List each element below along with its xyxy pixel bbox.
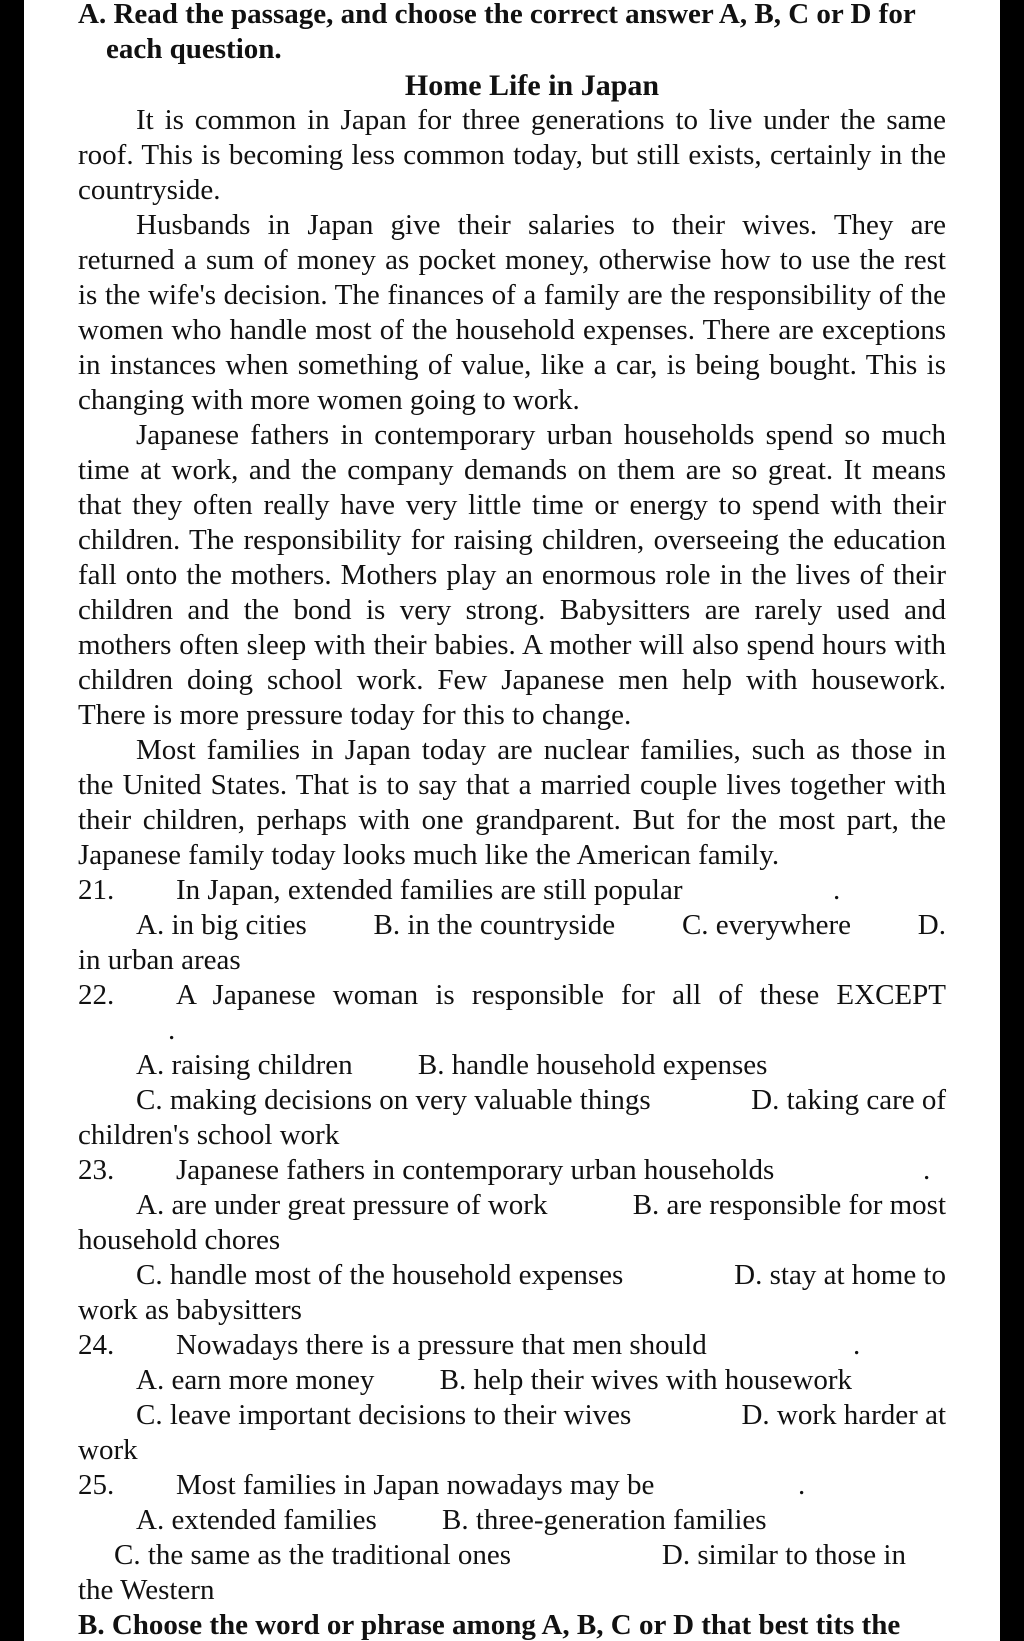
option-a: A. are under great pressure of work [136, 1189, 548, 1221]
option-a: A. earn more money [136, 1364, 375, 1396]
option-a: A. extended families [136, 1504, 377, 1536]
question-23-option-b-wrap: household chores [78, 1224, 281, 1256]
question-24-option-d-wrap: work [78, 1434, 138, 1466]
question-number: 22. [78, 979, 115, 1011]
blank-dot: . [798, 1469, 806, 1501]
question-number: 25. [78, 1469, 115, 1501]
option-c: C. handle most of the household expenses [136, 1259, 624, 1291]
option-d: D. taking care of [751, 1084, 946, 1116]
option-b: B. in the countryside [373, 909, 616, 941]
question-23-option-d-wrap: work as babysitters [78, 1294, 302, 1326]
question-25-options-row2 [78, 1538, 946, 1573]
question-25-option-d-wrap: the Western [78, 1574, 215, 1606]
question-text: In Japan, extended families are still popular [176, 874, 683, 906]
section-a-instruction-line1: A. Read the passage, and choose the correct answer A, B, C or D for [78, 0, 916, 30]
option-d: D. work harder at [741, 1399, 946, 1431]
question-text: A Japanese woman is responsible for all of these EXCEPT [176, 979, 946, 1011]
option-d: D. stay at home to [734, 1259, 946, 1291]
question-23-stem [78, 1153, 946, 1188]
question-22-options-row1 [78, 1048, 946, 1083]
passage-paragraph-4: Most families in Japan today are nuclear families, such as those in the United States. That is to say that a married couple lives together with their children, perhaps with one grandparent. But for the most part, the Japanese family today looks much like the American family. [78, 734, 946, 871]
option-b: B. three-generation families [442, 1504, 767, 1536]
option-b: B. handle household expenses [417, 1049, 768, 1081]
option-b: B. are responsible for most [632, 1189, 946, 1221]
right-black-border [1000, 0, 1024, 1641]
question-text: Japanese fathers in contemporary urban households [176, 1154, 775, 1186]
question-text: Most families in Japan nowadays may be [176, 1469, 655, 1501]
question-22-option-d-wrap: children's school work [78, 1119, 340, 1151]
question-25-stem [78, 1468, 946, 1503]
option-c: C. everywhere [681, 909, 852, 941]
question-number: 21. [78, 874, 115, 906]
option-c: C. making decisions on very valuable things [136, 1084, 651, 1116]
blank-dot: . [833, 874, 841, 906]
question-23-options-row2 [78, 1258, 946, 1293]
question-24-stem [78, 1328, 946, 1363]
option-c: C. the same as the traditional ones [114, 1539, 512, 1571]
section-a-instruction [78, 0, 946, 67]
blank-dot: . [923, 1154, 931, 1186]
passage-paragraph-1: It is common in Japan for three generations to live under the same roof. This is becoming less common today, but still exists, certainly in the countryside. [78, 104, 946, 206]
question-22-options-row2 [78, 1083, 946, 1118]
option-d: D. similar to those in [661, 1539, 906, 1571]
question-21-options [78, 908, 946, 943]
question-number: 24. [78, 1329, 115, 1361]
option-a: A. raising children [136, 1049, 353, 1081]
option-d: D. [917, 909, 946, 941]
passage-paragraph-2: Husbands in Japan give their salaries to their wives. They are returned a sum of money as pocket money, otherwise how to use the rest is the wife's decision. The finances of a family are the responsibility of the women who handle most of the household expenses. There are exceptions in instances when something of value, like a car, is being bought. This is changing with more women going to work. [78, 209, 946, 416]
option-c: C. leave important decisions to their wives [136, 1399, 632, 1431]
option-a: A. in big cities [136, 909, 307, 941]
question-number: 23. [78, 1154, 115, 1186]
section-a-instruction-line2: each question. [106, 33, 282, 65]
question-text: Nowadays there is a pressure that men should [176, 1329, 707, 1361]
question-21-stem [78, 873, 946, 908]
blank-dot: . [853, 1329, 861, 1361]
question-22-stem [78, 978, 946, 1013]
passage-title: Home Life in Japan [404, 69, 660, 102]
option-b: B. help their wives with housework [439, 1364, 852, 1396]
passage-paragraph-3: Japanese fathers in contemporary urban households spend so much time at work, and the company demands on them are so great. It means that they often really have very little time or energy to spend with their children. The responsibility for raising children, overseeing the education fall onto the mothers. Mothers play an enormous role in the lives of their children and the bond is very strong. Babysitters are rarely used and mothers often sleep with their babies. A mother will also spend hours with children doing school work. Few Japanese men help with housework. There is more pressure today for this to change. [78, 419, 946, 731]
question-25-options-row1 [78, 1503, 946, 1538]
question-24-options-row1 [78, 1363, 946, 1398]
question-22-blank-dot: . [168, 1014, 176, 1046]
question-24-options-row2 [78, 1398, 946, 1433]
section-b-instruction: B. Choose the word or phrase among A, B, C or D that best tits the [78, 1609, 901, 1641]
left-black-border [0, 0, 24, 1641]
question-23-options-row1 [78, 1188, 946, 1223]
question-21-option-d-wrap: in urban areas [78, 944, 241, 976]
document-content [78, 0, 946, 1641]
